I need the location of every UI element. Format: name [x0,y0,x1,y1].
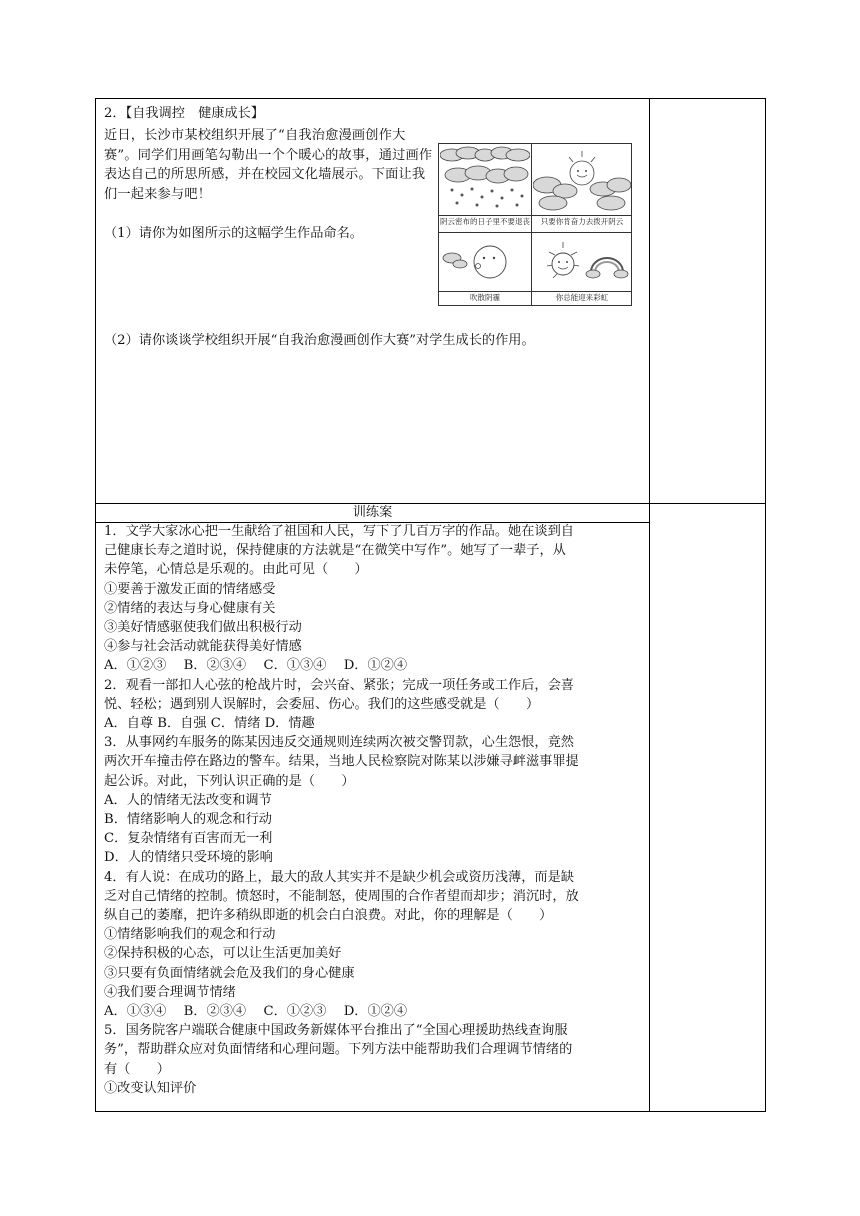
column-divider [649,99,650,1111]
worksheet-table [95,98,766,1112]
training-line: 起公诉。对此，下列认识正确的是（ ） [104,773,355,789]
training-line: 5．国务院客户端联合健康中国政务新媒体平台推出了“全国心理援助热线查询服 [104,1023,568,1039]
training-line: 有（ ） [104,1061,170,1077]
training-line: 两次开车撞击停在路边的警车。结果，当地人民检察院对陈某以涉嫌寻衅滋事罪提 [104,754,579,770]
training-line: ③美好情感驱使我们做出积极行动 [104,620,302,636]
training-line: ③只要有负面情绪就会危及我们的身心健康 [104,965,355,981]
comic-image [438,143,632,306]
training-line: ②情绪的表达与身心健康有关 [104,600,276,616]
section-title: 2．【自我调控 健康成长】 [104,106,265,121]
training-line: A．①②③ B．②③④ C．①③④ D．①②④ [104,658,408,674]
training-line: 未停笔，心情总是乐观的。由此可见（ ） [104,562,368,578]
training-line: 1．文学大家冰心把一生献给了祖国和人民，写下了几百万字的作品。她在谈到自 [104,524,574,539]
training-line: 己健康长寿之道时说，保持健康的方法就是“在微笑中写作”。她写了一辈子，从 [104,543,566,559]
caption-panel-3: 吹散阴霾 [470,293,500,302]
training-line: ④我们要合理调节情绪 [104,984,236,1000]
sun-and-rainbow-panel [533,234,631,290]
question-1: （1）请你为如图所示的这幅学生作品命名。 [104,226,363,241]
training-line: 纵自己的萎靡，把许多稍纵即逝的机会白白浪费。对此，你的理解是（ ） [104,908,553,924]
caption-panel-1: 阴云密布的日子里不要退丧 [440,217,530,226]
training-line: 务”，帮助群众应对负面情绪和心理问题。下列方法中能帮助我们合理调节情绪的 [104,1042,573,1058]
training-questions [104,522,645,1098]
training-line: 悦、轻松；遇到别人误解时，会委屈、伤心。我们的这些感受就是（ ） [104,696,540,712]
training-line: ①要善于激发正面的情绪感受 [104,581,276,597]
section-intro: 近日，长沙市某校组织开展了“自我治愈漫画创作大赛”。同学们用画笔勾勒出一个个暖心的故事，通过画作表达自己的所思所感，并在校园文化墙展示。下面让我们一起来参与吧！ [104,128,433,202]
training-line: B．情绪影响人的观念和行动 [104,812,272,828]
training-line: ④参与社会活动就能获得美好情感 [104,639,302,655]
training-line: C．复杂情绪有百害而无一利 [104,831,273,847]
training-line: 3．从事网约车服务的陈某因违反交通规则连续两次被交警罚款，心生怨恨，竟然 [104,735,574,751]
rain-cloud-panel [440,145,530,214]
blowing-away-clouds-panel [440,234,530,290]
training-line: A．自尊 B．自强 C．情绪 D．情趣 [104,716,315,732]
training-line: 2．观看一部扣人心弦的枪战片时，会兴奋、紧张；完成一项任务或工作后，会喜 [104,677,574,693]
training-header: 训练案 [352,505,393,520]
training-line: A．人的情绪无法改变和调节 [104,792,272,808]
caption-panel-4: 你总能迎来彩虹 [555,293,609,302]
question-2: （2）请你谈谈学校组织开展“自我治愈漫画创作大赛”对学生成长的作用。 [104,333,535,348]
training-line: ①改变认知评价 [104,1080,197,1096]
training-line: ②保持积极的心态，可以让生活更加美好 [104,946,342,962]
training-line: ①情绪影响我们的观念和行动 [104,927,276,943]
training-line: D．人的情绪只受环境的影响 [104,850,273,866]
training-line: 乏对自己情绪的控制。愤怒时，不能制怒，使周围的合作者望而却步；消沉时，放 [104,888,579,904]
training-line: A．①③④ B．②③④ C．①②③ D．①②④ [104,1004,408,1020]
sun-behind-clouds-panel [533,145,631,214]
training-line: 4．有人说：在成功的路上，最大的敌人其实并不是缺少机会或资历浅薄，而是缺 [104,869,574,885]
caption-panel-2: 只要你肯奋力去拨开阴云 [540,217,624,226]
